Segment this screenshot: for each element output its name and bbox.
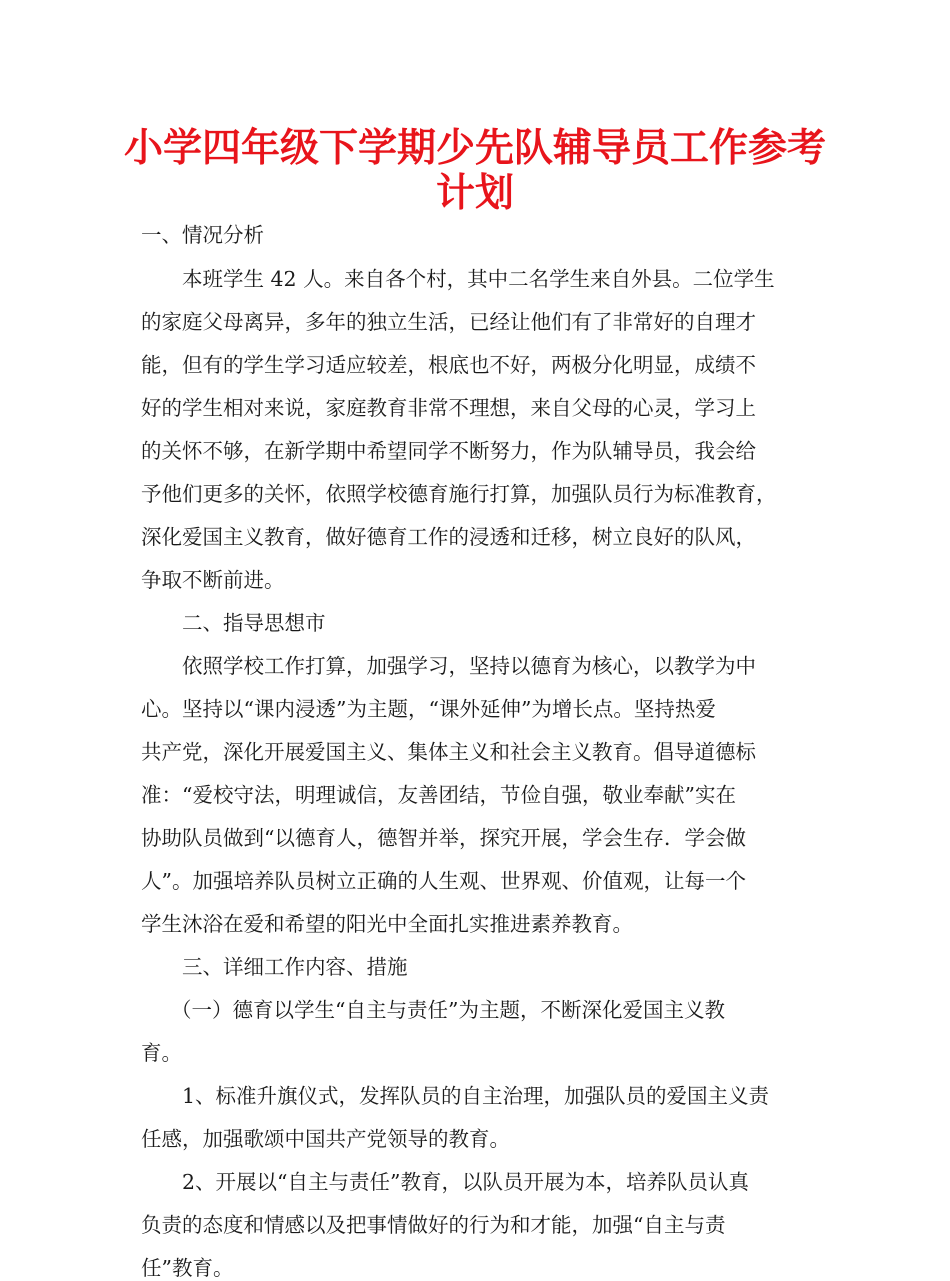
body-line: 本班学生 42 人。来自各个村，其中二名学生来自外县。二位学生 bbox=[182, 267, 775, 291]
section-heading-guiding-thought: 二、指导思想市 bbox=[182, 611, 326, 635]
body-line: 任感，加强歌颂中国共产党领导的教育。 bbox=[141, 1127, 510, 1151]
list-item-1: 1、标准升旗仪式，发挥队员的自主治理，加强队员的爱国主义责 bbox=[182, 1084, 770, 1108]
list-item-2: 2、开展以“自主与责任”教育，以队员开展为本，培养队员认真 bbox=[182, 1170, 750, 1194]
subsection-heading-moral-education: （一）德育以学生“自主与责任”为主题，不断深化爱国主义教 bbox=[171, 998, 725, 1022]
section-heading-situation: 一、情况分析 bbox=[141, 223, 264, 247]
body-line: 的家庭父母离异，多年的独立生活，已经让他们有了非常好的自理才 bbox=[141, 310, 756, 334]
body-line: 予他们更多的关怀，依照学校德育施行打算，加强队员行为标准教育， bbox=[141, 482, 777, 506]
body-line: 负责的态度和情感以及把事情做好的行为和才能，加强“自主与责 bbox=[141, 1213, 726, 1237]
document-title-line-1: 小学四年级下学期少先队辅导员工作参考 bbox=[123, 126, 826, 171]
body-line: 能，但有的学生学习适应较差，根底也不好，两极分化明显，成绩不 bbox=[141, 353, 756, 377]
body-line: 人”。加强培养队员树立正确的人生观、世界观、价值观，让每一个 bbox=[141, 869, 746, 893]
body-line: 深化爱国主义教育，做好德育工作的浸透和迁移，树立良好的队风， bbox=[141, 525, 756, 549]
section-heading-work-content: 三、详细工作内容、措施 bbox=[182, 955, 408, 979]
body-line: 争取不断前进。 bbox=[141, 568, 285, 592]
body-line: 心。坚持以“课内浸透”为主题，“课外延伸”为增长点。坚持热爱 bbox=[141, 697, 716, 721]
body-line: 任”教育。 bbox=[141, 1256, 234, 1280]
body-line: 的关怀不够，在新学期中希望同学不断努力，作为队辅导员，我会给 bbox=[141, 439, 756, 463]
body-line: 协助队员做到“以德育人，德智并举，探究开展，学会生存．学会做 bbox=[141, 826, 746, 850]
document-title-line-2: 计划 bbox=[435, 171, 514, 216]
body-line: 学生沐浴在爱和希望的阳光中全面扎实推进素养教育。 bbox=[141, 912, 633, 936]
body-line: 准：“爱校守法，明理诚信，友善团结，节俭自强，敬业奉献”实在 bbox=[141, 783, 736, 807]
body-line: 共产党，深化开展爱国主义、集体主义和社会主义教育。倡导道德标 bbox=[141, 740, 756, 764]
body-line: 依照学校工作打算，加强学习，坚持以德育为核心，以教学为中 bbox=[182, 654, 756, 678]
body-line: 好的学生相对来说，家庭教育非常不理想，来自父母的心灵，学习上 bbox=[141, 396, 756, 420]
body-line: 育。 bbox=[141, 1041, 182, 1065]
